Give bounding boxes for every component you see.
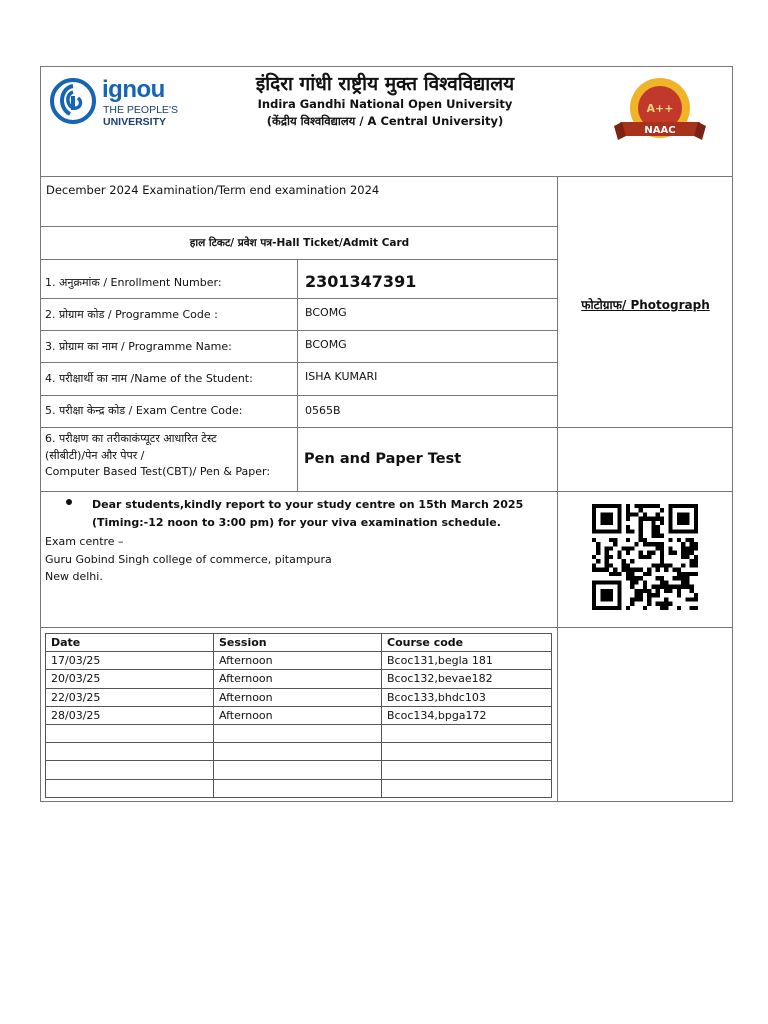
date-cell: 17/03/25 [46, 652, 214, 670]
course-code-cell [382, 724, 552, 742]
session-cell: Afternoon [214, 670, 382, 688]
session-cell [214, 761, 382, 779]
divider [297, 259, 298, 491]
divider [40, 395, 557, 396]
ignou-tagline: UNIVERSITY [103, 116, 167, 128]
date-cell: 20/03/25 [46, 670, 214, 688]
table-row [46, 761, 552, 779]
programme-code-label: 2. प्रोग्राम कोड / Programme Code : [45, 308, 218, 321]
table-row [46, 670, 552, 688]
exam-centre-city: New delhi. [45, 570, 103, 583]
date-cell [46, 743, 214, 761]
test-mode-label: Computer Based Test(CBT)/ Pen & Paper: [45, 465, 271, 478]
exam-schedule-table [45, 633, 552, 798]
student-name-label: 4. परीक्षार्थी का नाम /Name of the Student: [45, 372, 253, 385]
test-mode-value: Pen and Paper Test [304, 451, 462, 467]
date-cell: 22/03/25 [46, 688, 214, 706]
divider [40, 491, 733, 492]
course-code-cell: Bcoc134,bpga172 [382, 706, 552, 724]
programme-code-value: BCOMG [305, 306, 347, 319]
date-cell [46, 779, 214, 797]
column-header-course-code: Course code [382, 634, 552, 652]
session-cell: Afternoon [214, 652, 382, 670]
session-cell: Afternoon [214, 706, 382, 724]
divider [557, 176, 558, 802]
enrollment-value: 2301347391 [305, 272, 417, 291]
notice-line: (Timing:-12 noon to 3:00 pm) for your viva examination schedule. [92, 516, 501, 529]
notice-line: Dear students,kindly report to your study centre on 15th March 2025 [92, 498, 524, 511]
centre-code-value: 0565B [305, 404, 341, 417]
table-row [46, 724, 552, 742]
course-code-cell [382, 761, 552, 779]
divider [40, 176, 733, 177]
table-header-row [46, 634, 552, 652]
divider [40, 362, 557, 363]
centre-code-label: 5. परीक्षा केन्द्र कोड / Exam Centre Code: [45, 404, 243, 417]
naac-grade: A++ [646, 102, 674, 115]
course-code-cell [382, 743, 552, 761]
table-row [46, 652, 552, 670]
column-header-date: Date [46, 634, 214, 652]
course-code-cell [382, 779, 552, 797]
course-code-cell: Bcoc131,begla 181 [382, 652, 552, 670]
student-name-value: ISHA KUMARI [305, 370, 378, 383]
course-code-cell: Bcoc133,bhdc103 [382, 688, 552, 706]
table-row [46, 779, 552, 797]
session-cell [214, 779, 382, 797]
divider [40, 259, 557, 260]
hall-ticket-title: हाल टिकट/ प्रवेश पत्र-Hall Ticket/Admit Card [189, 237, 410, 249]
table-row [46, 688, 552, 706]
date-cell [46, 761, 214, 779]
column-header-session: Session [214, 634, 382, 652]
ignou-wordmark: ignou [102, 76, 165, 103]
divider [40, 627, 733, 628]
qr-code-icon [589, 504, 701, 610]
test-mode-label: 6. परीक्षण का तरीकाकंप्यूटर आधारित टेस्ट [45, 432, 217, 445]
exam-centre-heading: Exam centre – [45, 535, 124, 548]
university-type: (केंद्रीय विश्वविद्यालय / A Central University) [266, 114, 504, 128]
date-cell: 28/03/25 [46, 706, 214, 724]
divider [40, 427, 733, 428]
session-cell [214, 724, 382, 742]
session-cell [214, 743, 382, 761]
course-code-cell: Bcoc132,bevae182 [382, 670, 552, 688]
test-mode-label: (सीबीटी)/पेन और पेपर / [45, 449, 145, 462]
bullet-icon [66, 499, 72, 505]
divider [40, 330, 557, 331]
ignou-logo-icon [50, 78, 96, 124]
programme-name-value: BCOMG [305, 338, 347, 351]
naac-label: NAAC [644, 125, 676, 136]
exam-title: December 2024 Examination/Term end examination 2024 [46, 183, 380, 197]
session-cell: Afternoon [214, 688, 382, 706]
university-name-english: Indira Gandhi National Open University [257, 97, 513, 111]
enrollment-label: 1. अनुक्रमांक / Enrollment Number: [45, 276, 222, 289]
table-row [46, 743, 552, 761]
divider [40, 226, 557, 227]
date-cell [46, 724, 214, 742]
university-name-hindi: इंदिरा गांधी राष्ट्रीय मुक्त विश्वविद्यालय [255, 73, 515, 95]
ignou-tagline: THE PEOPLE'S [103, 104, 178, 116]
naac-seal-icon [614, 76, 706, 146]
table-row [46, 706, 552, 724]
divider [40, 298, 557, 299]
programme-name-label: 3. प्रोग्राम का नाम / Programme Name: [45, 340, 232, 353]
photograph-label: फोटोग्राफ/ Photograph [581, 298, 710, 312]
exam-centre-address: Guru Gobind Singh college of commerce, pitampura [45, 553, 332, 566]
